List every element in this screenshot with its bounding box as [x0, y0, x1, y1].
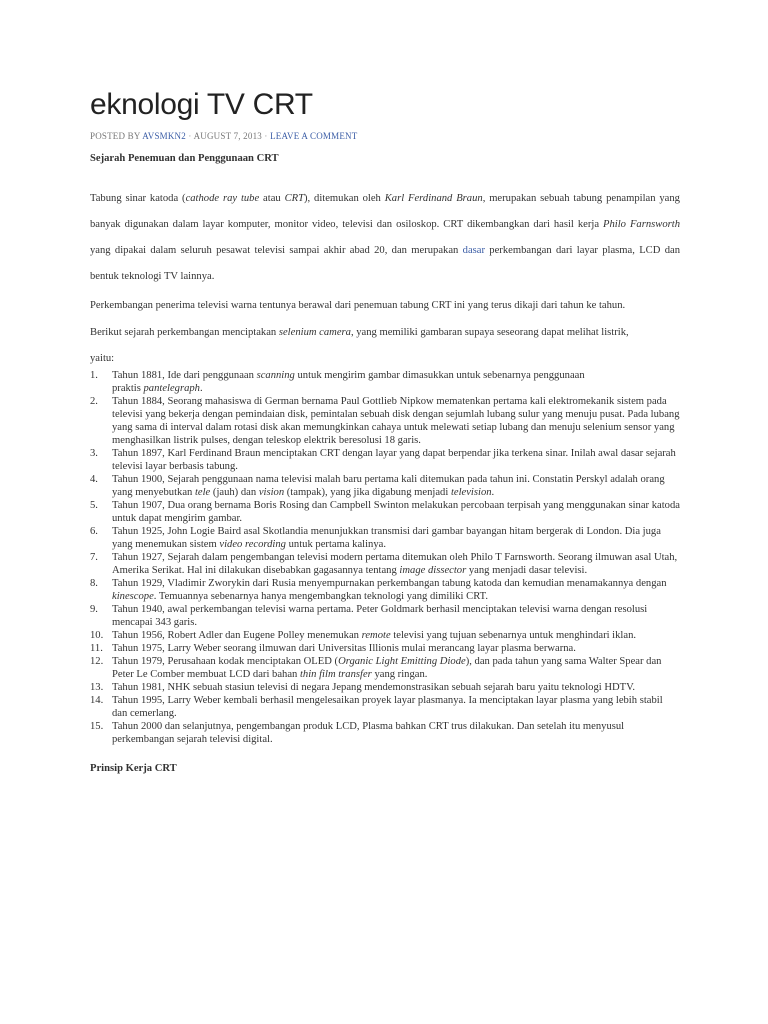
text: Tahun 1900, Sejarah penggunaan nama televisi malah baru pertama kali ditemukan pada tahun ini. Constatin Perskyl adalah orang yang menyebutkan [112, 474, 665, 498]
list-number: 12. [90, 656, 104, 667]
list-number: 2. [90, 396, 98, 407]
list-number: 6. [90, 526, 98, 537]
list-item [90, 629, 680, 642]
text: untuk mengirim gambar dimasukkan untuk sebenarnya penggunaan [294, 370, 585, 381]
italic-term: CRT [284, 193, 304, 204]
text: yaitu: [90, 353, 115, 364]
italic-term: remote [361, 630, 391, 641]
list-number: 3. [90, 448, 98, 459]
list-item [90, 720, 680, 746]
italic-term: kinescope [112, 591, 154, 602]
author-link[interactable]: AVSMKN2 [142, 131, 186, 141]
list-number: 7. [90, 552, 98, 563]
italic-term: Philo Farnsworth [603, 219, 681, 230]
list-number: 10. [90, 630, 104, 641]
list-item [90, 603, 680, 629]
italic-term: Organic Light Emitting Diode [338, 656, 466, 667]
list-number: 14. [90, 695, 104, 706]
list-item [90, 577, 680, 603]
italic-term: tele [194, 487, 211, 498]
italic-term: video recording [219, 539, 286, 550]
leave-comment-link[interactable]: LEAVE A COMMENT [270, 131, 358, 141]
text: yang ringan. [371, 669, 428, 680]
text: Tahun 1925, John Logie Baird asal Skotlandia menunjukkan transmisi dari gambar bayangan hitam bergerak di London. Dia juga yang menemukan sistem [112, 526, 661, 550]
list-number: 15. [90, 721, 104, 732]
list-item [90, 551, 680, 577]
list-item [90, 681, 680, 694]
text: , merupakan sebuah tabung penampilan yang banyak digunakan dalam layar komputer, monitor video, televisi dan osiloskop. CRT dikembangkan dari hasil kerja [90, 193, 680, 230]
list-item [90, 473, 680, 499]
text: Tabung sinar katoda ( [90, 193, 186, 204]
posted-by-label: POSTED BY [90, 131, 141, 141]
text: atau [259, 193, 285, 204]
text: . [199, 383, 203, 394]
text: Tahun 1979, Perusahaan kodak menciptakan OLED ( [112, 656, 339, 667]
italic-term: cathode ray tube [185, 193, 260, 204]
text: Tahun 1981, NHK sebuah stasiun televisi di negara Jepang mendemonstrasikan sebuah sejarah baru yaitu teknologi HDTV. [112, 682, 636, 693]
meta-separator: · [188, 131, 192, 141]
text: Tahun 1881, Ide dari penggunaan [112, 370, 257, 381]
section-heading-history: Sejarah Penemuan dan Penggunaan CRT [90, 153, 279, 164]
list-number: 13. [90, 682, 104, 693]
text: Tahun 2000 dan selanjutnya, pengembangan produk LCD, Plasma bahkan CRT trus dilakukan. Dan setelah itu menyusul perkembangan sejarah televisi digital. [112, 721, 625, 745]
italic-term: scanning [256, 370, 295, 381]
italic-term: vision [258, 487, 285, 498]
list-number: 5. [90, 500, 98, 511]
color-tv-paragraph: Perkembangan penerima televisi warna tentunya berawal dari penemuan tabung CRT ini yang terus dikaji dari tahun ke tahun. [90, 300, 626, 311]
list-number: 1. [90, 370, 98, 381]
text: televisi yang tujuan sebenarnya untuk menghindari iklan. [390, 630, 637, 641]
italic-term: image dissector [399, 565, 467, 576]
post-date: AUGUST 7, 2013 [193, 131, 262, 141]
text: Tahun 1907, Dua orang bernama Boris Rosing dan Campbell Swinton melakukan percobaan terpisah yang menggunakan sinar katoda untuk dapat mengirim gambar. [112, 500, 680, 524]
list-number: 4. [90, 474, 98, 485]
text: (jauh) dan [210, 487, 259, 498]
text: Tahun 1995, Larry Weber kembali berhasil mengelesaikan proyek layar plasmanya. Ia menciptakan layar plasma yang lebih stabil dan cemerlang. [112, 695, 663, 719]
text: Tahun 1927, Sejarah dalam pengembangan televisi modern pertama ditemukan oleh Philo T Farnsworth. Seorang ilmuwan asal Utah, Amerika Serikat. Hal ini dilakukan disebabkan gagasannya tentang [112, 552, 678, 576]
text: , yang memiliki gambaran supaya seseorang dapat melihat listrik, [350, 327, 629, 338]
post-meta [90, 131, 357, 141]
text: Tahun 1940, awal perkembangan televisi warna pertama. Peter Goldmark berhasil menciptakan televisi warna dengan resolusi mencapai 343 garis. [112, 604, 648, 628]
selenium-paragraph [90, 320, 680, 372]
text: yang menjadi dasar televisi. [466, 565, 588, 576]
text: Tahun 1929, Vladimir Zworykin dari Rusia menyempurnakan perkembangan tabung katoda dan kemudian menamakannya dengan [112, 578, 667, 589]
text: ), dan pada tahun yang sama Walter Spear dan Peter Le Comber membuat LCD dari bahan [112, 656, 662, 680]
post-title: eknologi TV CRT [90, 88, 313, 121]
text: Tahun 1897, Karl Ferdinand Braun menciptakan CRT dengan layar yang dapat berpendar jika terkena sinar. Inilah awal dasar sejarah televisi layar berbasis tabung. [112, 448, 676, 472]
italic-term: selenium camera [278, 327, 351, 338]
article-body [90, 152, 680, 776]
italic-term: Karl Ferdinand Braun [384, 193, 483, 204]
list-number: 9. [90, 604, 98, 615]
text: Tahun 1956, Robert Adler dan Eugene Polley menemukan [112, 630, 362, 641]
list-number: 8. [90, 578, 98, 589]
list-number: 11. [90, 643, 103, 654]
text: Tahun 1975, Larry Weber seorang ilmuwan dari Universitas Illionis mulai merancang layar plasma berwarna. [112, 643, 576, 654]
list-item [90, 369, 680, 395]
text: . Temuannya sebenarnya hanya mengembangkan teknologi yang dimiliki CRT. [153, 591, 488, 602]
list-item [90, 395, 680, 447]
dasar-link[interactable]: dasar [462, 245, 485, 256]
list-item [90, 447, 680, 473]
text: perkembangan dari layar plasma, LCD dan bentuk teknologi TV lainnya. [90, 245, 680, 282]
italic-term: pantelegraph [143, 383, 200, 394]
italic-term: television [450, 487, 492, 498]
text: ), ditemukan oleh [304, 193, 385, 204]
list-item [90, 642, 680, 655]
text: praktis [112, 383, 144, 394]
text: Tahun 1884, Seorang mahasiswa di German bernama Paul Gottlieb Nipkow mematenkan pertama kali elektromekanik sistem pada televisi yang bekerja dengan pemindaian disk, pemintalan sebuah disk dengan sejumlah lubang sulur yang menuju pusat. Pada lubang yang sama di interval dalam rotasi disk akan memungkinkan cahaya untuk melewati setiap lubang dan menuju selenium sensor yang menghasilkan listrik pulses, dengan teleskop elektrik beresolusi 18 garis. [112, 396, 680, 446]
history-list [90, 369, 680, 746]
text: (tampak), yang jika digabung menjadi [284, 487, 451, 498]
italic-term: thin film transfer [299, 669, 372, 680]
meta-separator: · [264, 131, 268, 141]
text: Berikut sejarah perkembangan menciptakan [90, 327, 279, 338]
list-item [90, 694, 680, 720]
text: . [491, 487, 495, 498]
list-item [90, 525, 680, 551]
list-item [90, 655, 680, 681]
intro-paragraph [90, 186, 680, 290]
text: untuk pertama kalinya. [285, 539, 387, 550]
section-heading-principle: Prinsip Kerja CRT [90, 763, 177, 774]
text: yang dipakai dalam seluruh pesawat televisi sampai akhir abad 20, dan merupakan [90, 245, 463, 256]
list-item [90, 499, 680, 525]
